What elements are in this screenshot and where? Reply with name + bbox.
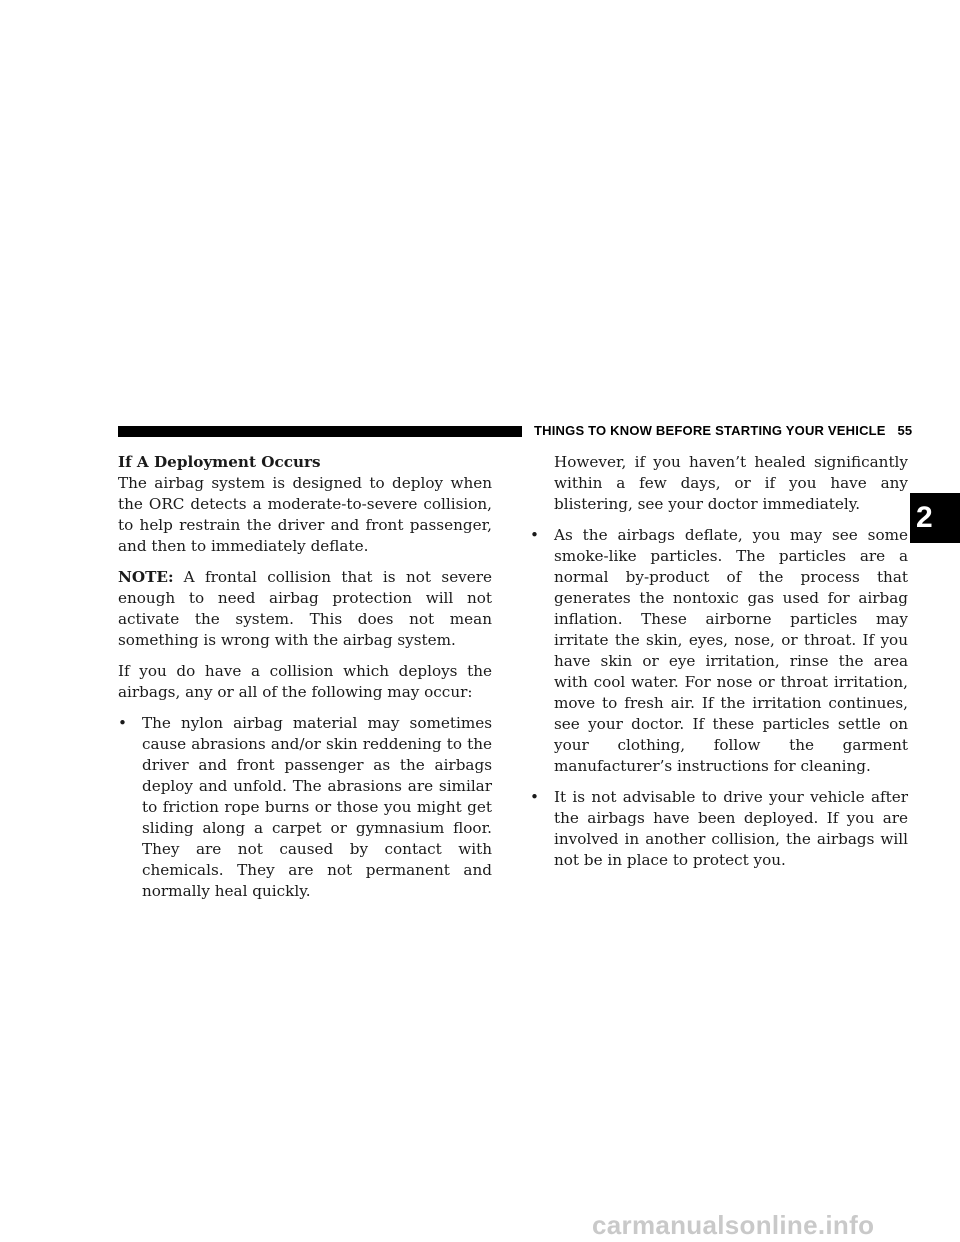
bullet-glyph: • [530, 788, 539, 806]
bullet-glyph: • [118, 714, 127, 732]
note-text: A frontal collision that is not severe enough to need airbag protection will not activate the system. This does not mean something is wrong with the airbag system. [118, 568, 492, 649]
bullet-text: As the airbags deflate, you may see some smoke-like particles. The particles are a normal by-product of the process that generates the nontoxic gas used for airbag inflation. These airborne particles may irritate the skin, eyes, nose, or throat. If you have skin or eye irritation, rinse the area with cool water. For nose or throat irritation, move to fresh air. If the irritation continues, see your doctor. If these particles settle on your clothing, follow the garment manufacturer’s instructions for cleaning. [554, 526, 908, 775]
running-title: THINGS TO KNOW BEFORE STARTING YOUR VEHICLE [534, 423, 886, 438]
section-title: If A Deployment Occurs [118, 453, 321, 471]
left-column [118, 452, 492, 912]
bullet-continuation: However, if you haven’t healed significantly within a few days, or if you have any blistering, see your doctor immediately. [554, 453, 908, 513]
chapter-tab: 2 [910, 493, 960, 543]
list-item [118, 713, 492, 902]
running-header [534, 423, 912, 438]
header-rule [118, 426, 522, 437]
bullet-text: It is not advisable to drive your vehicle after the airbags have been deployed. If you are involved in another collision, the airbags will not be in place to protect you. [554, 788, 908, 869]
watermark: carmanualsonline.info [592, 1210, 875, 1240]
list-item [530, 787, 908, 871]
note-label: NOTE: [118, 568, 174, 586]
bullet-glyph: • [530, 526, 539, 544]
note-paragraph [118, 567, 492, 651]
bullet-text: The nylon airbag material may sometimes cause abrasions and/or skin reddening to the driver and front passenger as the airbags deploy and unfold. The abrasions are similar to friction rope burns or those you might get sliding along a carpet or gymnasium floor. They are not caused by contact with chemicals. They are not permanent and normally heal quickly. [142, 714, 492, 900]
intro-paragraph: The airbag system is designed to deploy when the ORC detects a moderate-to-severe collision, to help restrain the driver and front passenger, and then to immediately deflate. [118, 474, 492, 555]
right-column [530, 452, 908, 881]
list-item [530, 525, 908, 777]
page-number: 55 [897, 423, 913, 438]
lead-in-paragraph: If you do have a collision which deploys the airbags, any or all of the following may occur: [118, 662, 492, 701]
